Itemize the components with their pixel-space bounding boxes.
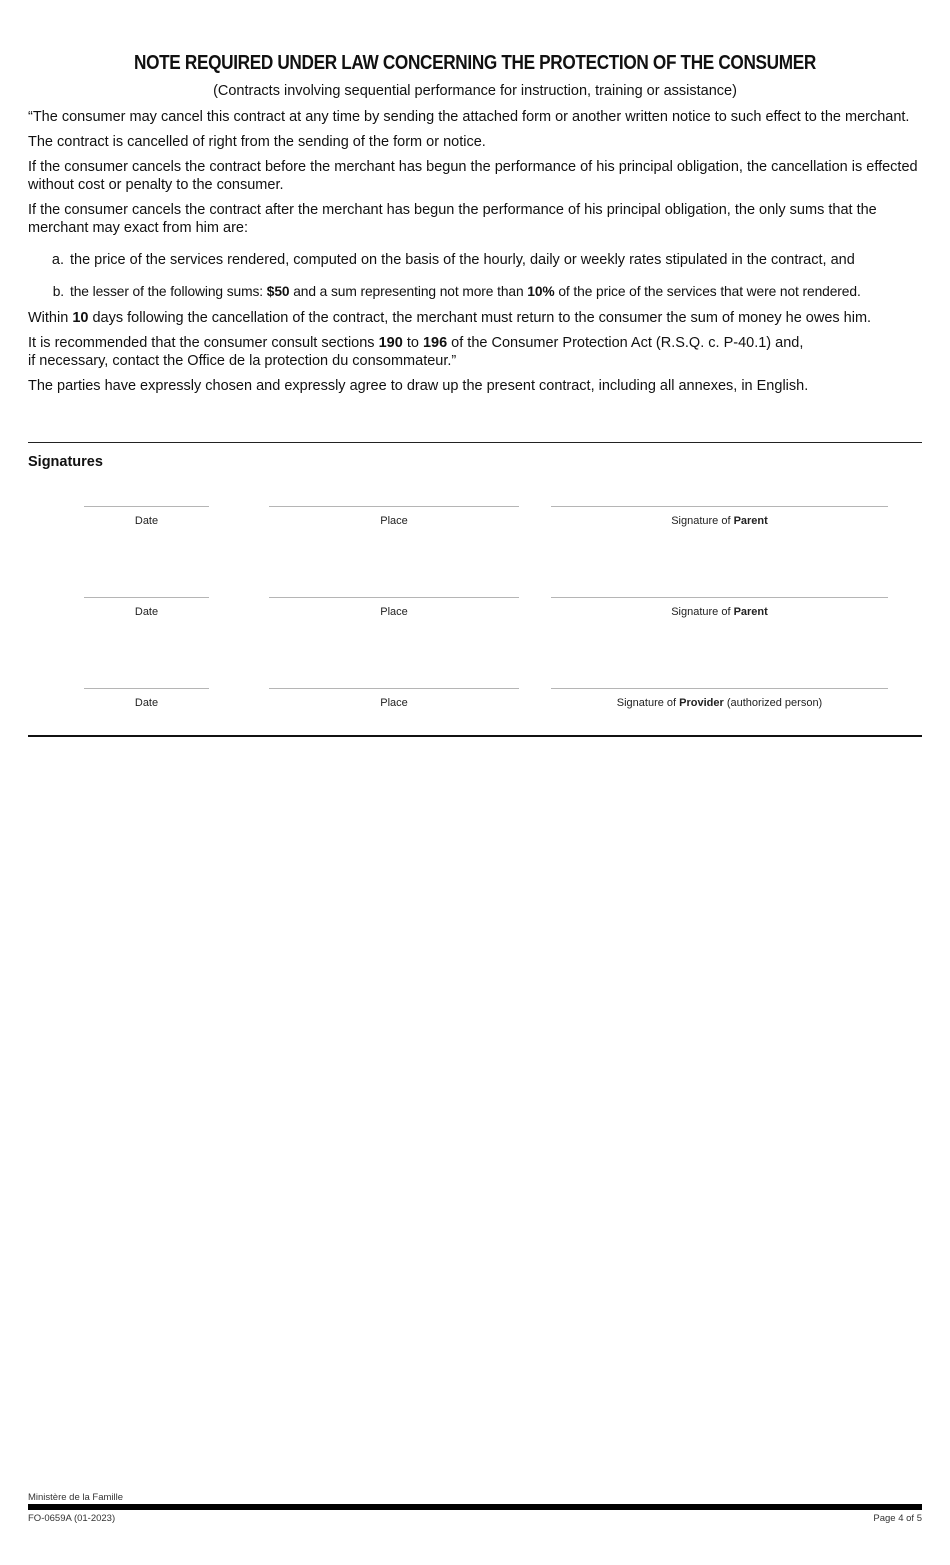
signature-row-2 [28,597,922,627]
paragraph-language-choice: The parties have expressly chosen and expressly agree to draw up the present contract, including all annexes, in English. [28,378,809,394]
signature-prefix-2: Signature of [671,606,734,618]
p6-section-end: 196 [422,335,448,351]
date-caption-1: Date [134,515,159,527]
date-field-2[interactable] [84,597,209,618]
list-text-b [70,283,922,301]
list-b-text-1: the lesser of the following sums: [70,284,267,299]
signature-caption-2 [551,606,888,618]
date-line-2 [84,597,209,598]
signature-role-2: Parent [733,606,768,618]
document-subtitle: (Contracts involving sequential performance for instruction, training or assistance) [213,83,737,99]
date-field-1[interactable] [84,506,209,527]
signature-suffix-3: (authorized person) [723,697,823,709]
p6-text-1: It is recommended that the consumer consult sections [28,335,379,351]
place-caption-1: Place [380,515,408,527]
signature-prefix-1: Signature of [671,515,734,527]
document-title: NOTE REQUIRED UNDER LAW CONCERNING THE PROTECTION OF THE CONSUMER [134,52,816,74]
date-caption-2: Date [134,606,159,618]
paragraph-cancel-before: If the consumer cancels the contract before the merchant has begun the performance of his principal obligation, the cancellation is effected without cost or penalty to the consumer. [28,159,918,193]
paragraph-within-days [28,309,922,327]
signature-prefix-3: Signature of [616,697,680,709]
list-b-text-2: and a sum representing not more than [289,284,528,299]
date-line-3 [84,688,209,689]
signature-line-2 [551,597,888,598]
list-marker-a: a. [51,252,64,268]
place-line-2 [269,597,519,598]
p6-text-4: if necessary, contact the Office de la protection du consommateur.” [28,353,457,369]
date-caption-3: Date [134,697,159,709]
list-text-a: the price of the services rendered, computed on the basis of the hourly, daily or weekly rates stipulated in the contract, and [70,252,855,268]
list-item-b [28,283,922,301]
signature-field-parent-1[interactable] [551,506,888,527]
signature-field-parent-2[interactable] [551,597,888,618]
list-marker-b: b. [52,284,64,299]
signature-role-1: Parent [733,515,768,527]
signature-caption-3 [551,697,888,709]
footer-organization: Ministère de la Famille [28,1492,124,1503]
signature-row-3 [28,688,922,718]
paragraph-cancel-after: If the consumer cancels the contract after the merchant has begun the performance of his principal obligation, the only sums that the merchant may exact from him are: [28,202,877,236]
signature-field-provider[interactable] [551,688,888,709]
signature-role-3: Provider [679,697,724,709]
date-line-1 [84,506,209,507]
list-b-percent: 10% [527,284,555,299]
date-field-3[interactable] [84,688,209,709]
place-line-1 [269,506,519,507]
footer-page-number: Page 4 of 5 [873,1513,922,1524]
paragraph-cancelled-of-right: The contract is cancelled of right from the sending of the form or notice. [28,134,486,150]
place-field-3[interactable] [269,688,519,709]
signature-caption-1 [551,515,888,527]
place-field-2[interactable] [269,597,519,618]
signatures-bottom-rule [28,735,922,737]
p5-text-1: Within [28,310,73,326]
notice-body [28,108,922,402]
signature-line-3 [551,688,888,689]
p5-text-2: days following the cancellation of the contract, the merchant must return to the consumer the sum of money he owes him. [88,310,872,326]
footer-form-code: FO-0659A (01-2023) [28,1513,116,1524]
p6-text-3: of the Consumer Protection Act (R.S.Q. c. P-40.1) and, [447,335,804,351]
signatures-heading: Signatures [28,454,103,470]
section-divider [28,442,922,443]
paragraph-cancel-right: “The consumer may cancel this contract at any time by sending the attached form or another written notice to such effect to the merchant. [28,109,910,125]
signature-row-1 [28,506,922,536]
footer-bar [28,1504,922,1510]
list-b-text-3: of the price of the services that were not rendered. [554,284,861,299]
place-caption-2: Place [380,606,408,618]
p6-section-start: 190 [378,335,403,351]
p6-text-2: to [402,335,423,351]
place-line-3 [269,688,519,689]
place-field-1[interactable] [269,506,519,527]
list-b-amount: $50 [266,284,290,299]
signature-line-1 [551,506,888,507]
paragraph-recommendation [28,334,922,370]
place-caption-3: Place [380,697,408,709]
p5-days: 10 [72,310,89,326]
list-item-a [28,251,922,269]
